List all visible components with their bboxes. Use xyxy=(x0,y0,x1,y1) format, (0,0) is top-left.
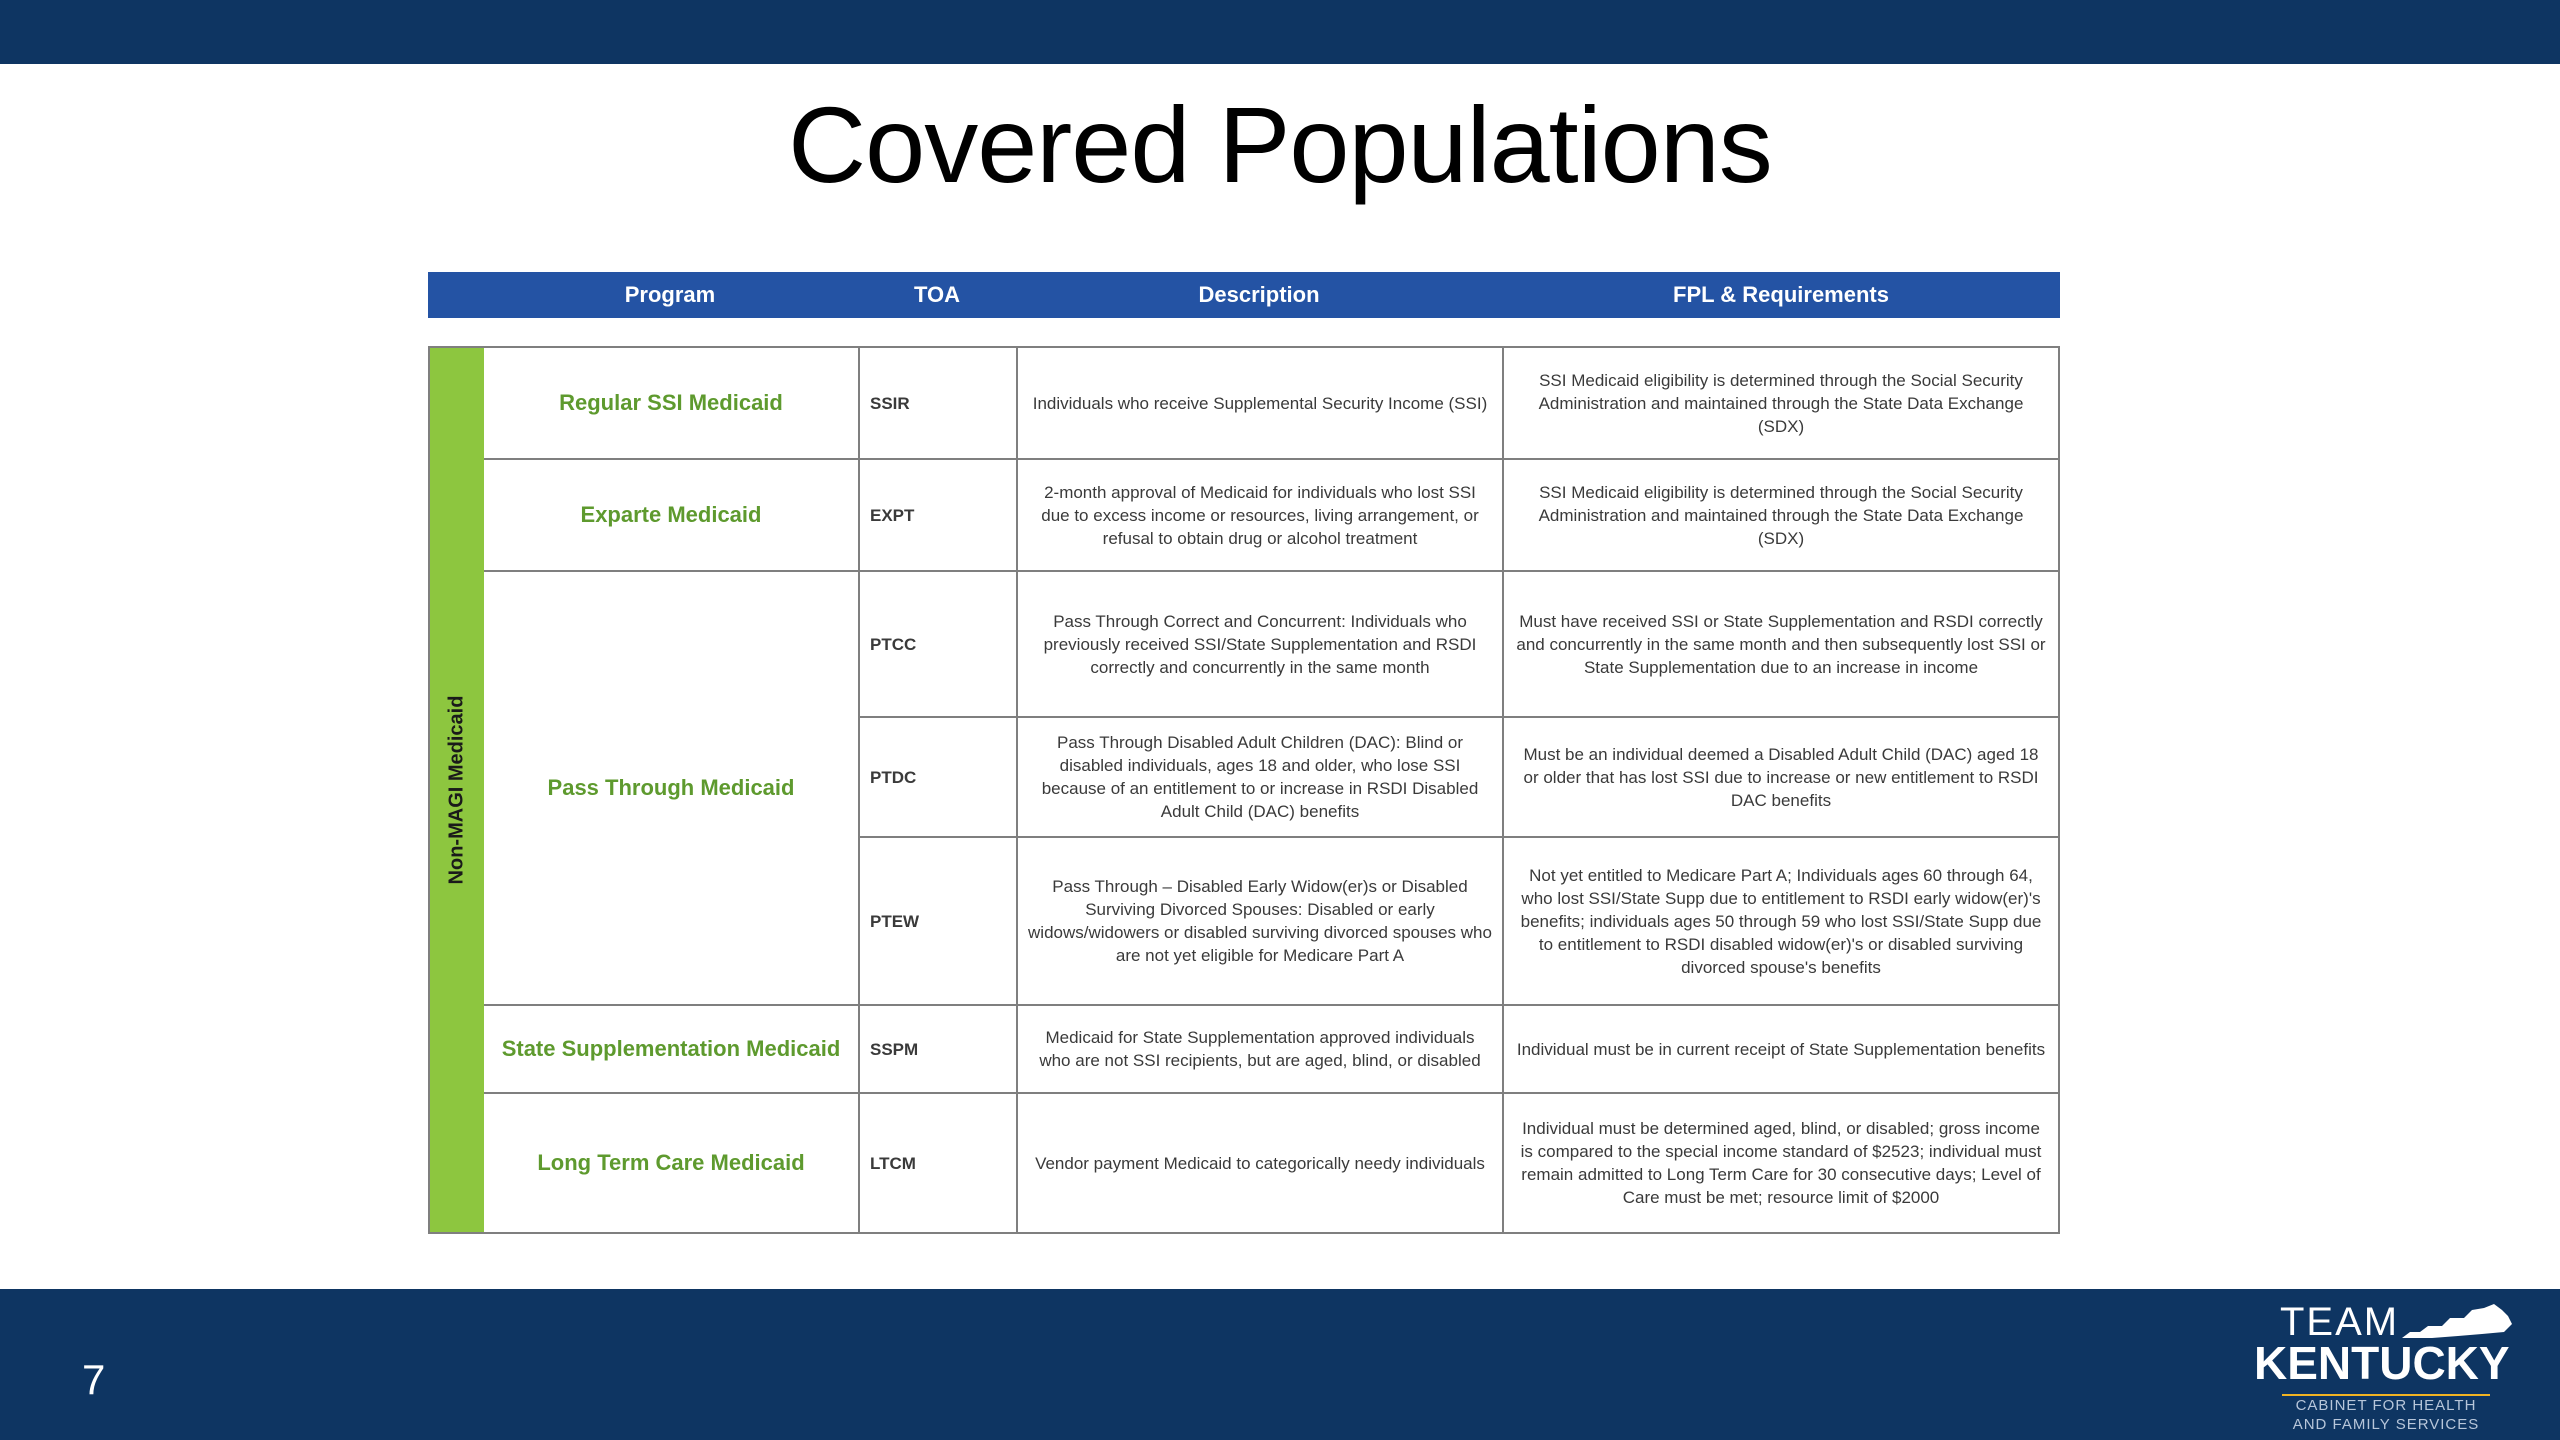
toa-ptcc: PTCC xyxy=(860,572,1018,718)
description-expt: 2-month approval of Medicaid for individuals who lost SSI due to excess income or resources, living arrangement, or refusal to obtain drug or alcohol treatment xyxy=(1018,460,1504,572)
table-body xyxy=(428,346,2060,1234)
program-long-term-care: Long Term Care Medicaid xyxy=(484,1094,860,1232)
logo-cabinet-line-2: AND FAMILY SERVICES xyxy=(2292,1416,2480,1433)
top-banner xyxy=(0,0,2560,64)
fpl-sspm: Individual must be in current receipt of State Supplementation benefits xyxy=(1504,1006,2058,1094)
logo-cabinet-text xyxy=(2280,1396,2492,1434)
description-ltcm: Vendor payment Medicaid to categorically needy individuals xyxy=(1018,1094,1504,1232)
page-number: 7 xyxy=(82,1356,106,1403)
logo-kentucky-text: KENTUCKY xyxy=(2254,1337,2510,1389)
toa-expt: EXPT xyxy=(860,460,1018,572)
fpl-ptew: Not yet entitled to Medicare Part A; Individuals ages 60 through 64, who lost SSI/State Supp due to entitlement to RSDI early widow(er)'s benefits; individuals ages 50 through 59 who lost SSI/State Supp due to entitlement to RSDI disabled widow(er)'s or disabled surviving divorced spouse's benefits xyxy=(1504,838,2058,1006)
description-ptdc: Pass Through Disabled Adult Children (DAC): Blind or disabled individuals, ages 18 and older, who lose SSI because of an entitlement to or increase in RSDI Disabled Adult Child (DAC) benefits xyxy=(1018,718,1504,838)
toa-ptew: PTEW xyxy=(860,838,1018,1006)
toa-ssir: SSIR xyxy=(860,348,1018,460)
description-ptew: Pass Through – Disabled Early Widow(er)s or Disabled Surviving Divorced Spouses: Disabled or early widows/widowers or disabled surviving divorced spouses who are not yet eligible for Medicare Part A xyxy=(1018,838,1504,1006)
description-ptcc: Pass Through Correct and Concurrent: Individuals who previously received SSI/State Supplementation and RSDI correctly and concurrently in the same month xyxy=(1018,572,1504,718)
fpl-ptdc: Must be an individual deemed a Disabled Adult Child (DAC) aged 18 or older that has lost SSI due to increase or new entitlement to RSDI DAC benefits xyxy=(1504,718,2058,838)
header-fpl-requirements: FPL & Requirements xyxy=(1673,282,1889,307)
bottom-banner xyxy=(0,1289,2560,1440)
program-state-supplementation: State Supplementation Medicaid xyxy=(484,1006,860,1094)
fpl-ptcc: Must have received SSI or State Supplementation and RSDI correctly and concurrently in the same month and then subsequently lost SSI or State Supplementation due to an increase in income xyxy=(1504,572,2058,718)
header-description: Description xyxy=(1198,282,1320,307)
logo-cabinet-line-1: CABINET FOR HEALTH xyxy=(2295,1397,2477,1414)
fpl-expt: SSI Medicaid eligibility is determined through the Social Security Administration and maintained through the State Data Exchange (SDX) xyxy=(1504,460,2058,572)
toa-sspm: SSPM xyxy=(860,1006,1018,1094)
toa-ltcm: LTCM xyxy=(860,1094,1018,1232)
team-kentucky-logo xyxy=(2250,1296,2510,1440)
category-band xyxy=(430,348,486,1232)
description-sspm: Medicaid for State Supplementation approved individuals who are not SSI recipients, but are aged, blind, or disabled xyxy=(1018,1006,1504,1094)
logo-team-text: TEAM xyxy=(2280,1300,2400,1344)
slide-title: Covered Populations xyxy=(788,84,1772,205)
category-label: Non-MAGI Medicaid xyxy=(445,695,468,885)
header-program: Program xyxy=(624,282,716,307)
program-exparte: Exparte Medicaid xyxy=(484,460,860,572)
program-regular-ssi: Regular SSI Medicaid xyxy=(484,348,860,460)
toa-ptdc: PTDC xyxy=(860,718,1018,838)
header-toa: TOA xyxy=(913,282,961,307)
fpl-ltcm: Individual must be determined aged, blind, or disabled; gross income is compared to the special income standard of $2523; individual must remain admitted to Long Term Care for 30 consecutive days; Level of Care must be met; resource limit of $2000 xyxy=(1504,1094,2058,1232)
description-ssir: Individuals who receive Supplemental Security Income (SSI) xyxy=(1018,348,1504,460)
program-pass-through: Pass Through Medicaid xyxy=(484,572,860,1006)
fpl-ssir: SSI Medicaid eligibility is determined through the Social Security Administration and maintained through the State Data Exchange (SDX) xyxy=(1504,348,2058,460)
table-header-row xyxy=(428,272,2060,318)
